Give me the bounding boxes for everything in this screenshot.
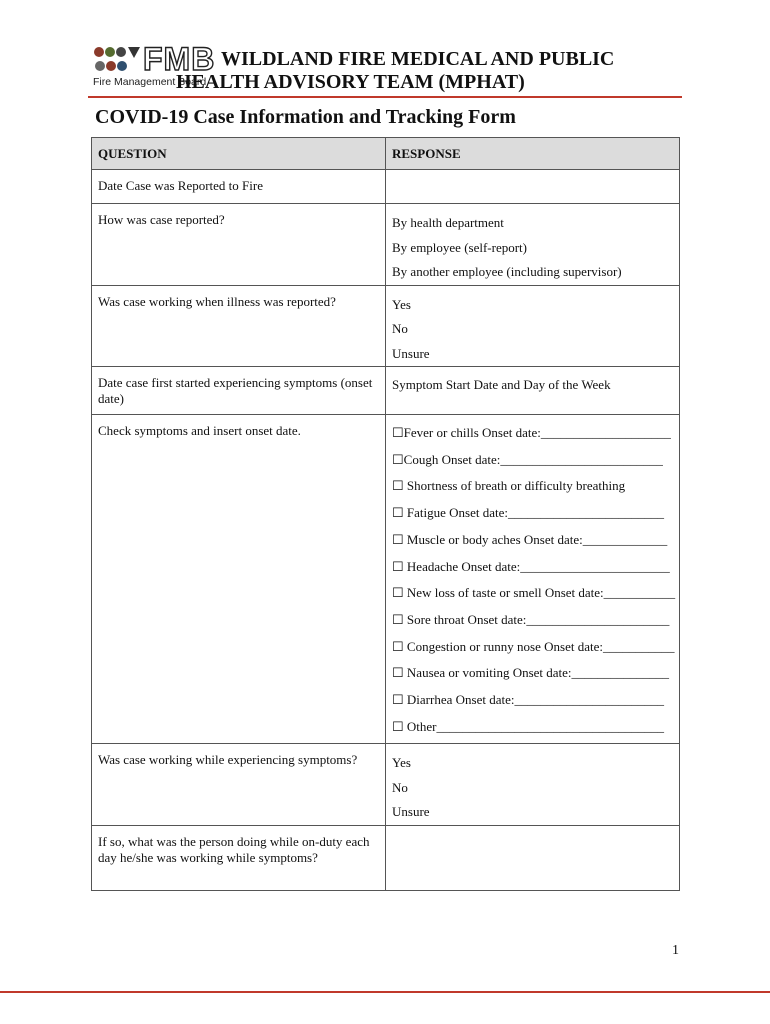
symptom-checkbox-loss-of-taste[interactable]: ☐ New loss of taste or smell Onset date:___________ (392, 585, 676, 601)
symptom-checkbox-sore-throat[interactable]: ☐ Sore throat Onset date:______________________ (392, 611, 670, 627)
table-row (92, 285, 680, 367)
response-cell (386, 285, 680, 367)
response-option[interactable]: No (392, 321, 408, 336)
table-header-row (92, 138, 680, 170)
question-cell: Date case first started experiencing symptoms (onset date) (92, 367, 386, 415)
form-title: COVID-19 Case Information and Tracking Form (95, 106, 516, 128)
footer-divider (0, 991, 770, 993)
question-cell: How was case reported? (92, 204, 386, 286)
symptom-checkbox-diarrhea[interactable]: ☐ Diarrhea Onset date:_______________________ (392, 692, 664, 708)
symptom-checkbox-fever[interactable]: ☐Fever or chills Onset date:____________________ (392, 425, 671, 440)
symptom-checkbox-cough[interactable]: ☐Cough Onset date:_________________________ (392, 451, 663, 467)
column-header-question: QUESTION (92, 138, 386, 170)
question-cell: Check symptoms and insert onset date. (92, 415, 386, 744)
fmb-logo-text: FMB (143, 41, 216, 77)
symptom-checkbox-shortness-of-breath[interactable]: ☐ Shortness of breath or difficulty breathing (392, 478, 626, 494)
table-row (92, 744, 680, 826)
response-cell (386, 204, 680, 286)
header-title-line2: HEALTH ADVISORY TEAM (MPHAT) (176, 71, 525, 93)
response-option[interactable]: By another employee (including supervisor) (392, 264, 622, 279)
question-cell: Was case working while experiencing symptoms? (92, 744, 386, 826)
response-option[interactable]: Symptom Start Date and Day of the Week (392, 377, 611, 392)
response-option[interactable]: Yes (392, 296, 411, 312)
column-header-response: RESPONSE (386, 138, 680, 170)
symptom-checkbox-fatigue[interactable]: ☐ Fatigue Onset date:________________________ (392, 505, 664, 521)
header-divider (88, 96, 682, 98)
symptom-checkbox-nausea[interactable]: ☐ Nausea or vomiting Onset date:_______________ (392, 665, 670, 681)
question-cell: If so, what was the person doing while on-duty each day he/she was working while symptoms? (92, 825, 386, 890)
response-option[interactable]: No (392, 779, 408, 795)
table-row (92, 204, 680, 286)
symptom-checkbox-congestion[interactable]: ☐ Congestion or runny nose Onset date:___________ (392, 638, 675, 654)
table-row (92, 415, 680, 744)
header-title-line1: WILDLAND FIRE MEDICAL AND PUBLIC (221, 48, 615, 70)
page-number: 1 (672, 943, 679, 958)
table-row (92, 367, 680, 415)
response-option[interactable]: Yes (392, 755, 411, 770)
response-option[interactable]: Unsure (392, 345, 430, 361)
question-cell: Was case working when illness was reported? (92, 285, 386, 367)
response-option[interactable]: By health department (392, 215, 504, 230)
response-cell (386, 367, 680, 415)
symptom-checkbox-other[interactable]: ☐ Other___________________________________ (392, 718, 665, 734)
response-option[interactable]: By employee (self-report) (392, 239, 528, 255)
response-cell[interactable] (386, 825, 680, 890)
question-cell: Date Case was Reported to Fire (92, 170, 386, 204)
symptom-checkbox-muscle-aches[interactable]: ☐ Muscle or body aches Onset date:_____________ (392, 531, 668, 547)
table-row (92, 825, 680, 890)
response-cell (386, 744, 680, 826)
table-row (92, 170, 680, 204)
logo-subtitle: Fire Management Board (93, 76, 207, 88)
response-cell[interactable] (386, 170, 680, 204)
symptom-checklist (386, 415, 680, 744)
tracking-table (91, 137, 680, 891)
response-option[interactable]: Unsure (392, 804, 430, 819)
symptom-checkbox-headache[interactable]: ☐ Headache Onset date:_______________________ (392, 558, 670, 574)
agency-emblems-icon (93, 46, 145, 76)
